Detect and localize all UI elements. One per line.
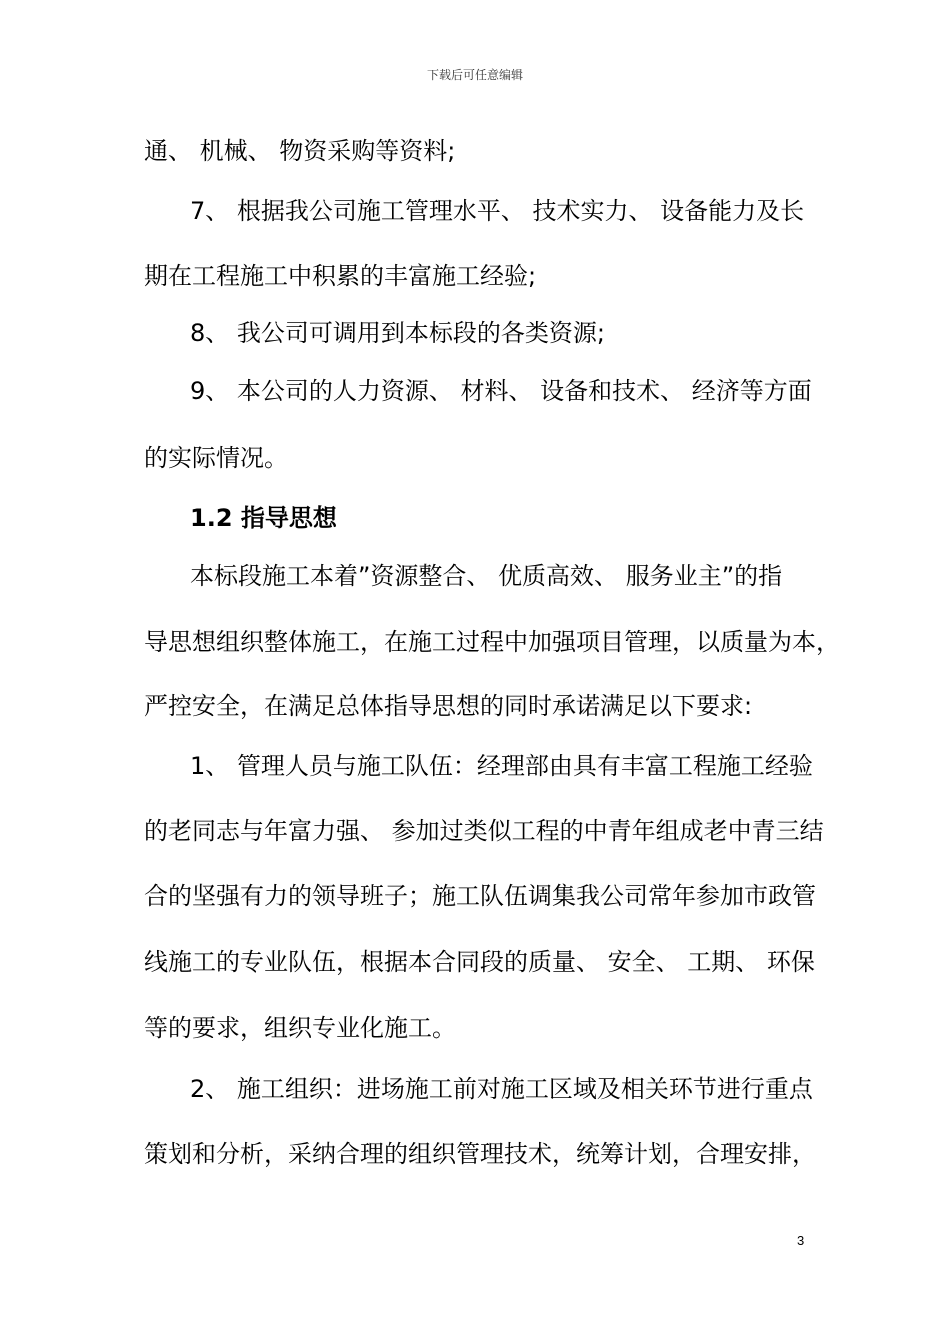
page-number: 3 — [797, 1233, 805, 1248]
paragraph-line: 合的坚强有力的领导班子；施工队伍调集我公司常年参加市政管 — [144, 882, 816, 910]
paragraph-line: 线施工的专业队伍，根据本合同段的质量、 安全、 工期、 环保 — [144, 948, 815, 976]
paragraph-line: 策划和分析，采纳合理的组织管理技术，统筹计划，合理安排， — [144, 1140, 816, 1168]
body-line: 通、 机械、 物资采购等资料; — [144, 137, 456, 165]
paragraph-line: 的老同志与年富力强、 参加过类似工程的中青年组成老中青三结 — [144, 817, 824, 845]
paragraph-line: 本标段施工本着”资源整合、 优质高效、 服务业主”的指 — [190, 562, 783, 590]
list-item-1: 1、 管理人员与施工队伍：经理部由具有丰富工程施工经验 — [190, 752, 813, 780]
body-line: 的实际情况。 — [144, 444, 288, 472]
paragraph-line: 严控安全，在满足总体指导思想的同时承诺满足以下要求: — [144, 692, 753, 720]
list-item-8: 8、 我公司可调用到本标段的各类资源; — [190, 319, 605, 347]
list-item-7: 7、 根据我公司施工管理水平、 技术实力、 设备能力及长 — [190, 197, 805, 225]
section-heading: 1.2 指导思想 — [190, 504, 337, 532]
paragraph-line: 等的要求，组织专业化施工。 — [144, 1014, 456, 1042]
list-item-9: 9、 本公司的人力资源、 材料、 设备和技术、 经济等方面 — [190, 377, 812, 405]
page-header: 下载后可任意编辑 — [426, 68, 523, 82]
list-item-2: 2、 施工组织：进场施工前对施工区域及相关环节进行重点 — [190, 1075, 813, 1103]
paragraph-line: 导思想组织整体施工，在施工过程中加强项目管理，以质量为本， — [144, 628, 840, 656]
body-line: 期在工程施工中积累的丰富施工经验; — [144, 262, 537, 290]
